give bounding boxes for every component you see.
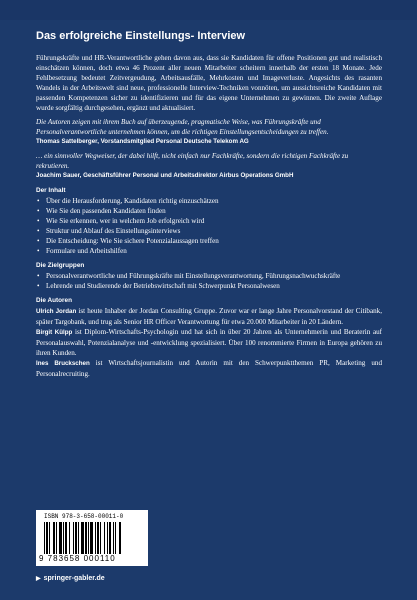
author-name: Birgit Külpp bbox=[36, 329, 73, 336]
list-item: • Die Entscheidung: Wie Sie sichere Potenzialaussagen treffen bbox=[36, 236, 382, 246]
isbn-text: ISBN 978-3-658-00011-0 bbox=[44, 513, 124, 520]
contents-list bbox=[36, 196, 382, 256]
authors-heading: Die Autoren bbox=[36, 297, 72, 304]
list-item: • Lehrende und Studierende der Betriebswirtschaft mit Schwerpunkt Personalwesen bbox=[36, 281, 382, 291]
barcode-bar bbox=[97, 522, 99, 554]
barcode-bar bbox=[104, 522, 105, 554]
barcode-bar bbox=[69, 522, 70, 554]
list-item: • Struktur und Ablauf des Einstellungsinterviews bbox=[36, 226, 382, 236]
arrow-right-icon: ▶ bbox=[36, 576, 41, 582]
barcode-number: 9 783658 000110 bbox=[39, 554, 116, 563]
barcode-bar bbox=[115, 522, 116, 554]
barcode-bar bbox=[63, 522, 64, 554]
publisher-link[interactable] bbox=[36, 575, 105, 582]
list-item: • Wie Sie den passenden Kandidaten finden bbox=[36, 206, 382, 216]
barcode-bar bbox=[113, 522, 114, 554]
author-bio bbox=[36, 306, 382, 327]
author-name: Ines Bruckschen bbox=[36, 360, 90, 367]
barcode-bar bbox=[85, 522, 87, 554]
barcode-bar bbox=[119, 522, 121, 554]
publisher-url: springer-gabler.de bbox=[43, 575, 105, 582]
list-item: • Formulare und Arbeitshilfen bbox=[36, 246, 382, 256]
quote-author: Joachim Sauer, Geschäftsführer Personal und Arbeitsdirektor Airbus Operations GmbH bbox=[36, 172, 294, 179]
cover-text bbox=[36, 53, 382, 379]
barcode-bar bbox=[56, 522, 57, 554]
barcode-icon bbox=[44, 522, 140, 554]
audience-heading: Die Zielgruppen bbox=[36, 262, 85, 269]
barcode-bar bbox=[81, 522, 84, 554]
barcode-bar bbox=[65, 522, 67, 554]
barcode-bar bbox=[73, 522, 74, 554]
author-bio bbox=[36, 358, 382, 379]
barcode-bar bbox=[59, 522, 62, 554]
isbn-barcode bbox=[36, 510, 148, 566]
quote-text: … ein sinnvoller Wegweiser, der dabei hilft, nicht einfach nur Fachkräfte, sondern die richtigen Fachkräfte zu rekrutieren. bbox=[36, 152, 349, 170]
audience-list bbox=[36, 271, 382, 291]
author-description: ist Wirtschaftsjournalistin und Autorin mit den Schwerpunktthemen PR, Marketing und Personalrecruiting. bbox=[36, 359, 382, 378]
barcode-bar bbox=[90, 522, 93, 554]
barcode-bar bbox=[100, 522, 101, 554]
author-bio bbox=[36, 327, 382, 358]
author-description: ist heute Inhaber der Jordan Consulting Gruppe. Zuvor war er lange Jahre Personalvorstand der Citibank, später Targobank, und trug als Senior HR Officer Verantwortung für etwa 20.000 Mitarbeiter in 20 Ländern. bbox=[36, 307, 382, 326]
barcode-bar bbox=[75, 522, 77, 554]
author-name: Ulrich Jordan bbox=[36, 308, 77, 315]
barcode-bar bbox=[78, 522, 79, 554]
barcode-bar bbox=[53, 522, 55, 554]
quote-author: Thomas Sattelberger, Vorstandsmitglied Personal Deutsche Telekom AG bbox=[36, 138, 249, 145]
list-item: • Personalverantwortliche und Führungskräfte mit Einstellungsverantwortung, Führungsnachwuchskräfte bbox=[36, 271, 382, 281]
contents-heading: Der Inhalt bbox=[36, 187, 66, 194]
list-item: • Über die Herausforderung, Kandidaten richtig einzuschätzen bbox=[36, 196, 382, 206]
barcode-bar bbox=[49, 522, 50, 554]
book-title: Das erfolgreiche Einstellungs- Interview bbox=[36, 30, 246, 42]
barcode-bar bbox=[46, 522, 48, 554]
barcode-bar bbox=[44, 522, 45, 554]
barcode-bar bbox=[109, 522, 111, 554]
barcode-bar bbox=[88, 522, 89, 554]
quote-text: Die Autoren zeigen mit ihrem Buch auf überzeugende, pragmatische Weise, was Führungskräfte und Personalverantwortliche unternehmen können, um die richtigen Einstellungsentscheidungen zu treffen. bbox=[36, 118, 329, 136]
list-item: • Wie Sie erkennen, wer in welchem Job erfolgreich wird bbox=[36, 216, 382, 226]
intro-paragraph: Führungskräfte und HR-Verantwortliche gehen davon aus, dass sie Kandidaten für offene Positionen gut und realistisch einschätzen können, doch etwa 46 Prozent aller neuen Mitarbeiter scheitern innerhalb der ersten 18 Monate. Jede Fehlbesetzung bedeutet Zeitvergeudung, Arbeitsausfälle, Mehrkosten und Imageverluste. Angesichts des rasanten Wandels in der Arbeitswelt sind neue, professionelle Interview-Techniken vonnöten, um aussichtsreiche Kandidaten mit passenden Kompetenzen sicher zu identifizieren und für das eigene Unternehmen zu gewinnen. Die zweite Auflage wurde sorgfältig durchgesehen, ergänzt und aktualisiert. bbox=[36, 54, 382, 112]
barcode-bar bbox=[107, 522, 108, 554]
author-description: ist Diplom-Wirtschafts-Psychologin und hat sich in über 20 Jahren als Unternehmerin und Beraterin auf Personalauswahl, Potenzialanalyse und -entwicklung spezialisiert. Über 100 renommierte Firmen in Europa gehören zu ihren Kunden. bbox=[36, 328, 382, 357]
top-bar bbox=[0, 0, 417, 20]
barcode-bar bbox=[95, 522, 96, 554]
